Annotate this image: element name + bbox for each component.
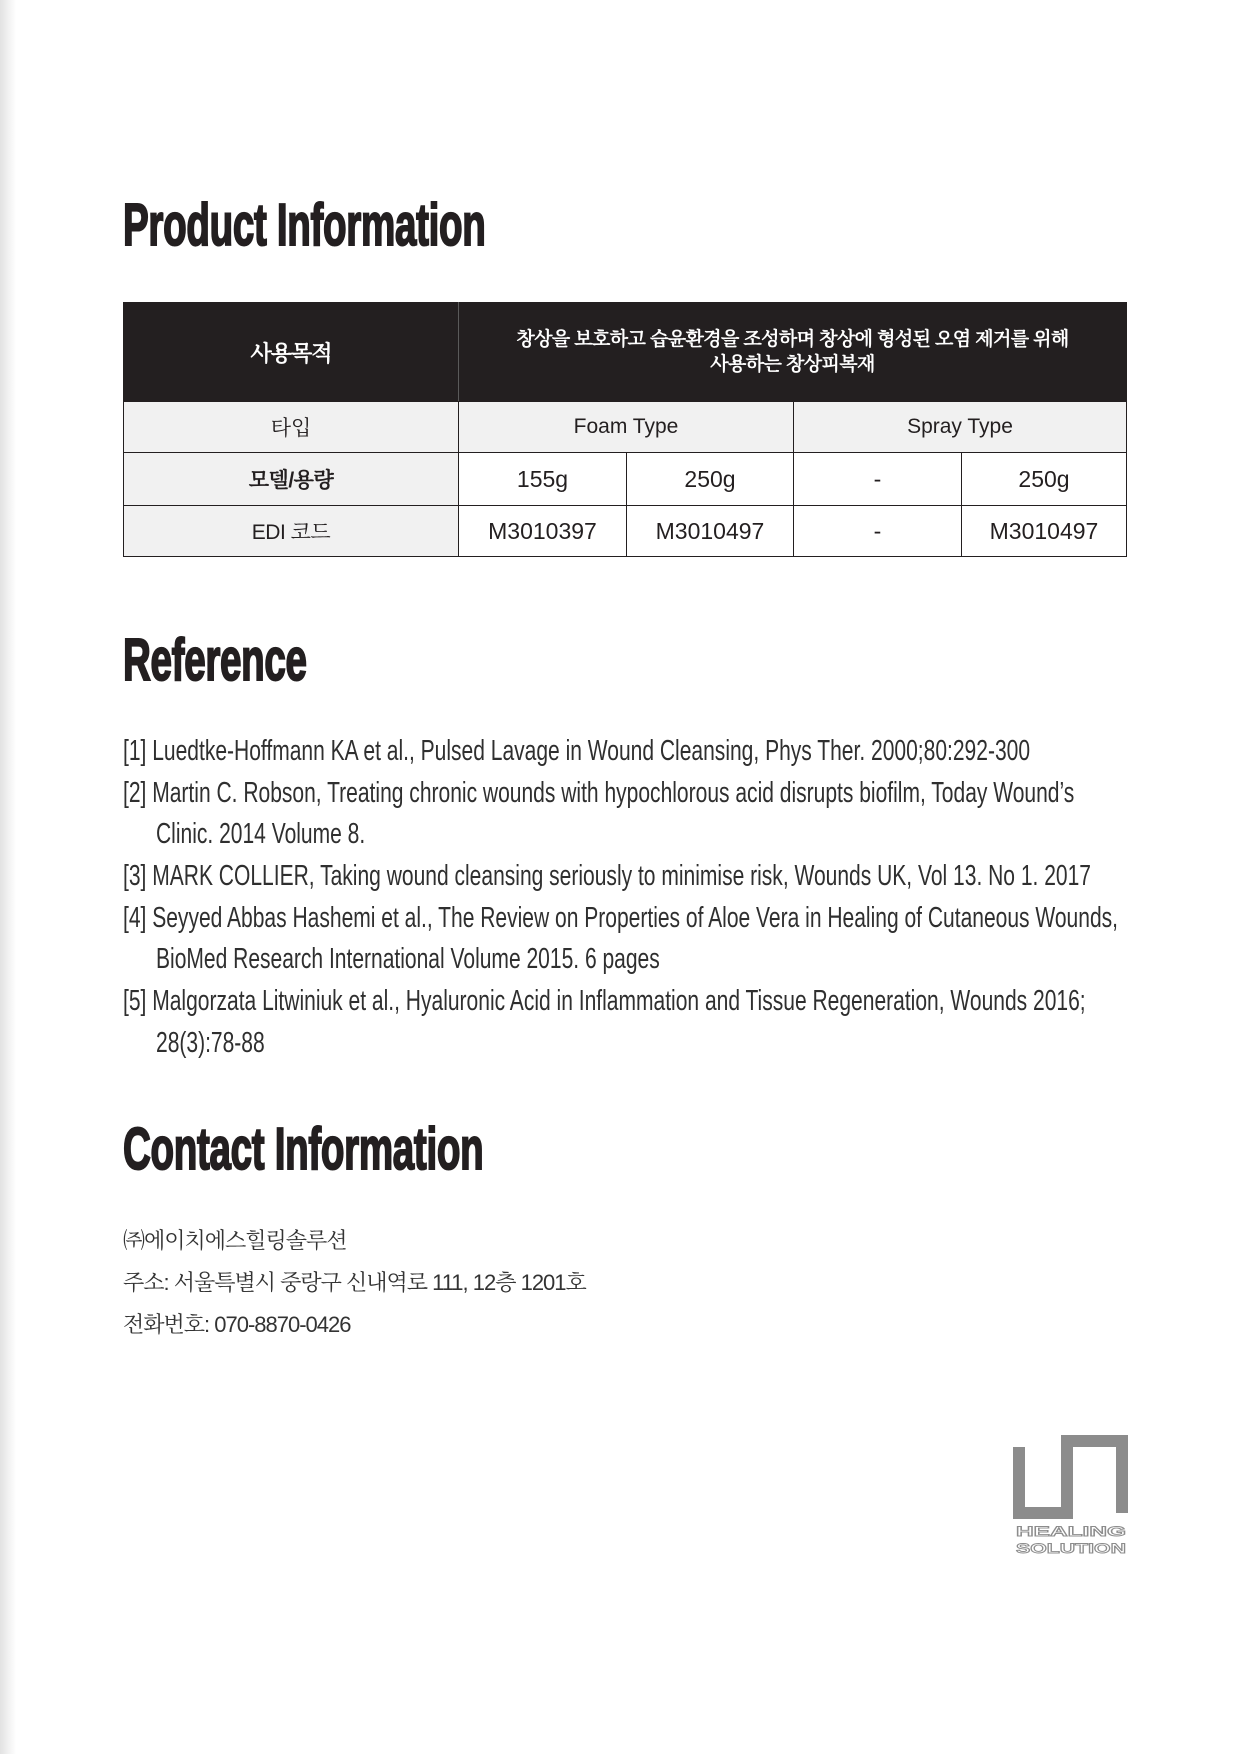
reference-item	[123, 981, 1133, 1064]
company-address: 주소: 서울특별시 중랑구 신내역로 111, 12층 1201호	[123, 1270, 586, 1295]
model-value: -	[794, 453, 962, 506]
reference-item	[123, 731, 1133, 773]
model-value: 250g	[627, 453, 794, 506]
reference-line: Clinic. 2014 Volume 8.	[156, 818, 366, 851]
edi-code-value: M3010397	[459, 506, 627, 557]
product-info-table	[123, 302, 1127, 557]
reference-line: [3] MARK COLLIER, Taking wound cleansing seriously to minimise risk, Wounds UK, Vol 13. No 1. 2017	[123, 860, 1091, 893]
reference-list	[123, 731, 1133, 1071]
reference-line: [4] Seyyed Abbas Hashemi et al., The Review on Properties of Aloe Vera in Healing of Cutaneous Wounds,	[123, 901, 1118, 934]
healing-solution-logo	[1010, 1432, 1128, 1556]
type-foam: Foam Type	[459, 402, 794, 453]
reference-line: BioMed Research International Volume 2015. 6 pages	[156, 943, 660, 976]
model-value: 250g	[962, 453, 1127, 506]
reference-heading: Reference	[123, 627, 307, 693]
company-name: ㈜에이치에스힐링솔루션	[123, 1228, 347, 1253]
type-label: 타입	[124, 402, 459, 453]
purpose-row	[124, 303, 1127, 402]
logo-mark-icon	[1019, 1441, 1122, 1513]
type-spray: Spray Type	[794, 402, 1127, 453]
edi-code-value: M3010497	[962, 506, 1127, 557]
model-value: 155g	[459, 453, 627, 506]
purpose-description	[459, 303, 1127, 402]
type-row	[124, 402, 1127, 453]
reference-item	[123, 773, 1133, 856]
company-phone: 전화번호: 070-8870-0426	[123, 1312, 351, 1337]
contact-block	[123, 1220, 823, 1346]
purpose-label: 사용목적	[124, 303, 459, 402]
product-information-heading: Product Information	[123, 192, 486, 258]
reference-item	[123, 856, 1133, 898]
reference-line: [1] Luedtke-Hoffmann KA et al., Pulsed Lavage in Wound Cleansing, Phys Ther. 2000;80:292-300	[123, 735, 1031, 767]
purpose-line: 창상을 보호하고 습윤환경을 조성하며 창상에 형성된 오염 제거를 위해	[516, 329, 1069, 350]
edi-code-label: EDI 코드	[124, 506, 459, 557]
model-capacity-label: 모델/용량	[124, 453, 459, 506]
logo-text-line2: SOLUTION	[1016, 1540, 1126, 1556]
reference-line: [5] Malgorzata Litwiniuk et al., Hyaluronic Acid in Inflammation and Tissue Regeneration, Wounds 2016;	[123, 985, 1086, 1018]
reference-line: 28(3):78-88	[156, 1026, 265, 1059]
page-edge-shadow	[0, 0, 16, 1754]
logo-text-line1: HEALING	[1016, 1523, 1127, 1539]
edi-code-value: -	[794, 506, 962, 557]
edi-code-row	[124, 506, 1127, 557]
reference-item	[123, 898, 1133, 981]
purpose-line: 사용하는 창상피복재	[710, 354, 875, 375]
contact-information-heading: Contact Information	[123, 1116, 484, 1182]
reference-line: [2] Martin C. Robson, Treating chronic wounds with hypochlorous acid disrupts biofilm, Today Wound’s	[123, 776, 1075, 809]
edi-code-value: M3010497	[627, 506, 794, 557]
model-capacity-row	[124, 453, 1127, 506]
